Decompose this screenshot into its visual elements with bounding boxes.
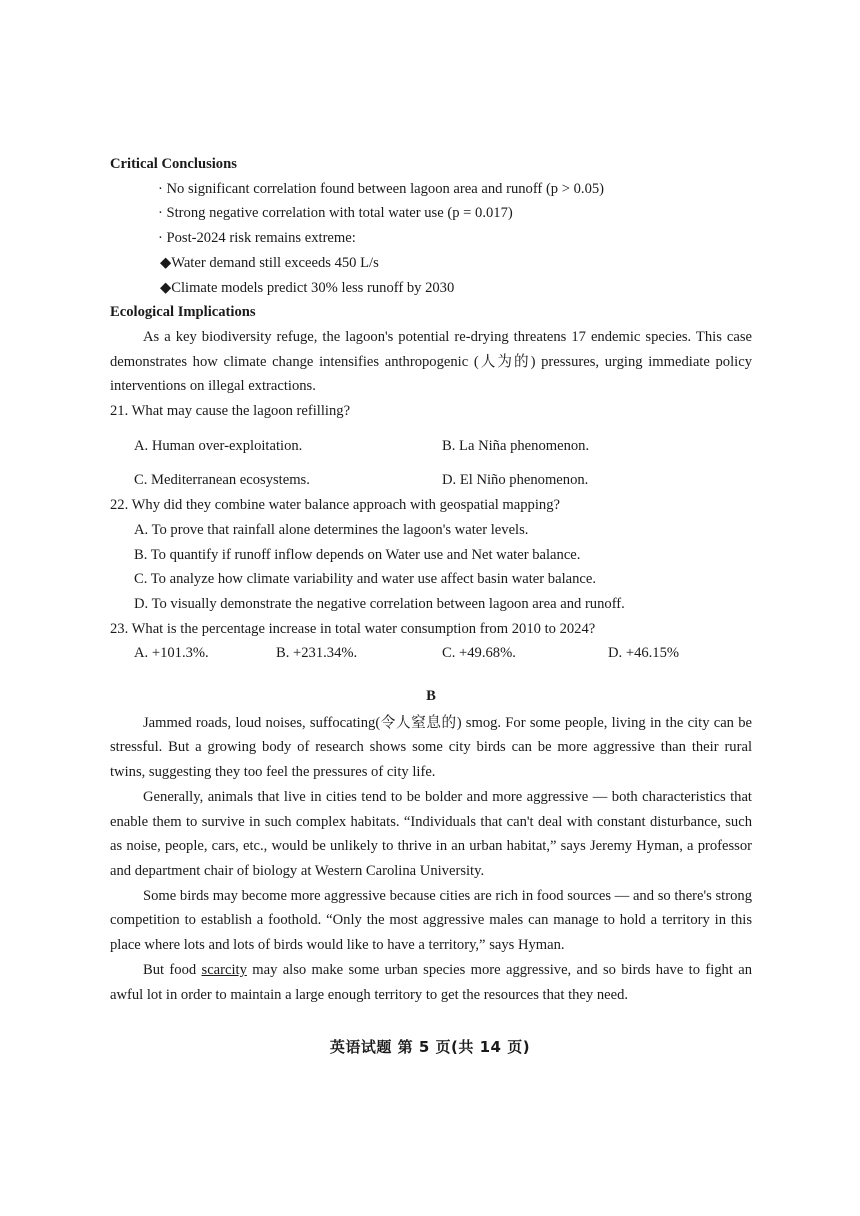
bullet-item: · Post-2024 risk remains extreme: (158, 230, 356, 247)
option-d: D. To visually demonstrate the negative correlation between lagoon area and runoff. (134, 595, 625, 612)
section-b-label: B (426, 688, 436, 705)
question-21-options-row-2 (110, 468, 752, 493)
page-footer: 英语试题 第 5 页(共 14 页) (329, 1038, 531, 1056)
bullet-item: · Strong negative correlation with total water use (p = 0.017) (158, 205, 513, 222)
option-c: C. To analyze how climate variability and water use affect basin water balance. (134, 571, 597, 588)
option-d: D. El Niño phenomenon. (442, 472, 589, 489)
option-a: A. To prove that rainfall alone determines the lagoon's water levels. (134, 521, 529, 538)
paragraph-4-end: may also make some urban species more aggressive, and so birds have to fight an awful lot in order to maintain a large enough territory to get the resources that they need. (110, 961, 753, 1003)
option-a: A. +101.3%. (134, 645, 209, 662)
sub-bullet-item: ◆Water demand still exceeds 450 L/s (160, 254, 379, 271)
bullet-item: · No significant correlation found between lagoon area and runoff (p > 0.05) (158, 180, 605, 197)
option-c: C. Mediterranean ecosystems. (134, 472, 310, 489)
option-b: B. La Niña phenomenon. (442, 437, 590, 454)
ecological-paragraph: As a key biodiversity refuge, the lagoon's potential re-drying threatens 17 endemic species. This case demonstrates how climate change intensifies anthropogenic (人为的) pressures, urging immediate policy interventions on illegal extractions. (110, 328, 752, 395)
question-22-stem: 22. Why did they combine water balance approach with geospatial mapping? (110, 497, 560, 514)
critical-conclusions-heading: Critical Conclusions (110, 156, 237, 172)
question-21-stem: 21. What may cause the lagoon refilling? (110, 403, 351, 420)
passage-paragraph-4 (110, 958, 752, 1007)
question-21-options-row-1 (110, 434, 752, 459)
option-b: B. +231.34%. (276, 645, 358, 662)
question-23-options (110, 641, 752, 666)
question-23-stem: 23. What is the percentage increase in total water consumption from 2010 to 2024? (110, 620, 596, 637)
sub-bullet-item: ◆Climate models predict 30% less runoff by 2030 (160, 279, 455, 296)
exam-page (110, 152, 752, 1007)
option-a: A. Human over-exploitation. (134, 437, 303, 454)
option-b: B. To quantify if runoff inflow depends on Water use and Net water balance. (134, 546, 581, 563)
ecological-implications-heading: Ecological Implications (110, 304, 256, 321)
option-c: C. +49.68%. (442, 645, 516, 662)
passage-paragraph-3: Some birds may become more aggressive because cities are rich in food sources — and so there's strong competition to establish a foothold. “Only the most aggressive males can manage to hold a territory in this place where lots and lots of birds would like to have a territory,” says Hyman. (110, 887, 752, 954)
underlined-word-scarcity: scarcity (201, 961, 247, 978)
passage-paragraph-1: Jammed roads, loud noises, suffocating(令人窒息的) smog. For some people, living in the city can be stressful. But a growing body of research shows some city birds can be more aggressive than their rural twins, suggesting they too feel the pressures of city life. (110, 714, 752, 781)
option-d: D. +46.15% (608, 645, 680, 662)
passage-paragraph-2: Generally, animals that live in cities tend to be bolder and more aggressive — both characteristics that enable them to survive in such complex habitats. “Individuals that can't deal with constant disturbance, such as noise, people, cars, etc., would be unlikely to thrive in an urban habitat,” says Jeremy Hyman, a professor and department chair of biology at Western Carolina University. (110, 788, 752, 879)
paragraph-4-start: But food (143, 961, 202, 978)
